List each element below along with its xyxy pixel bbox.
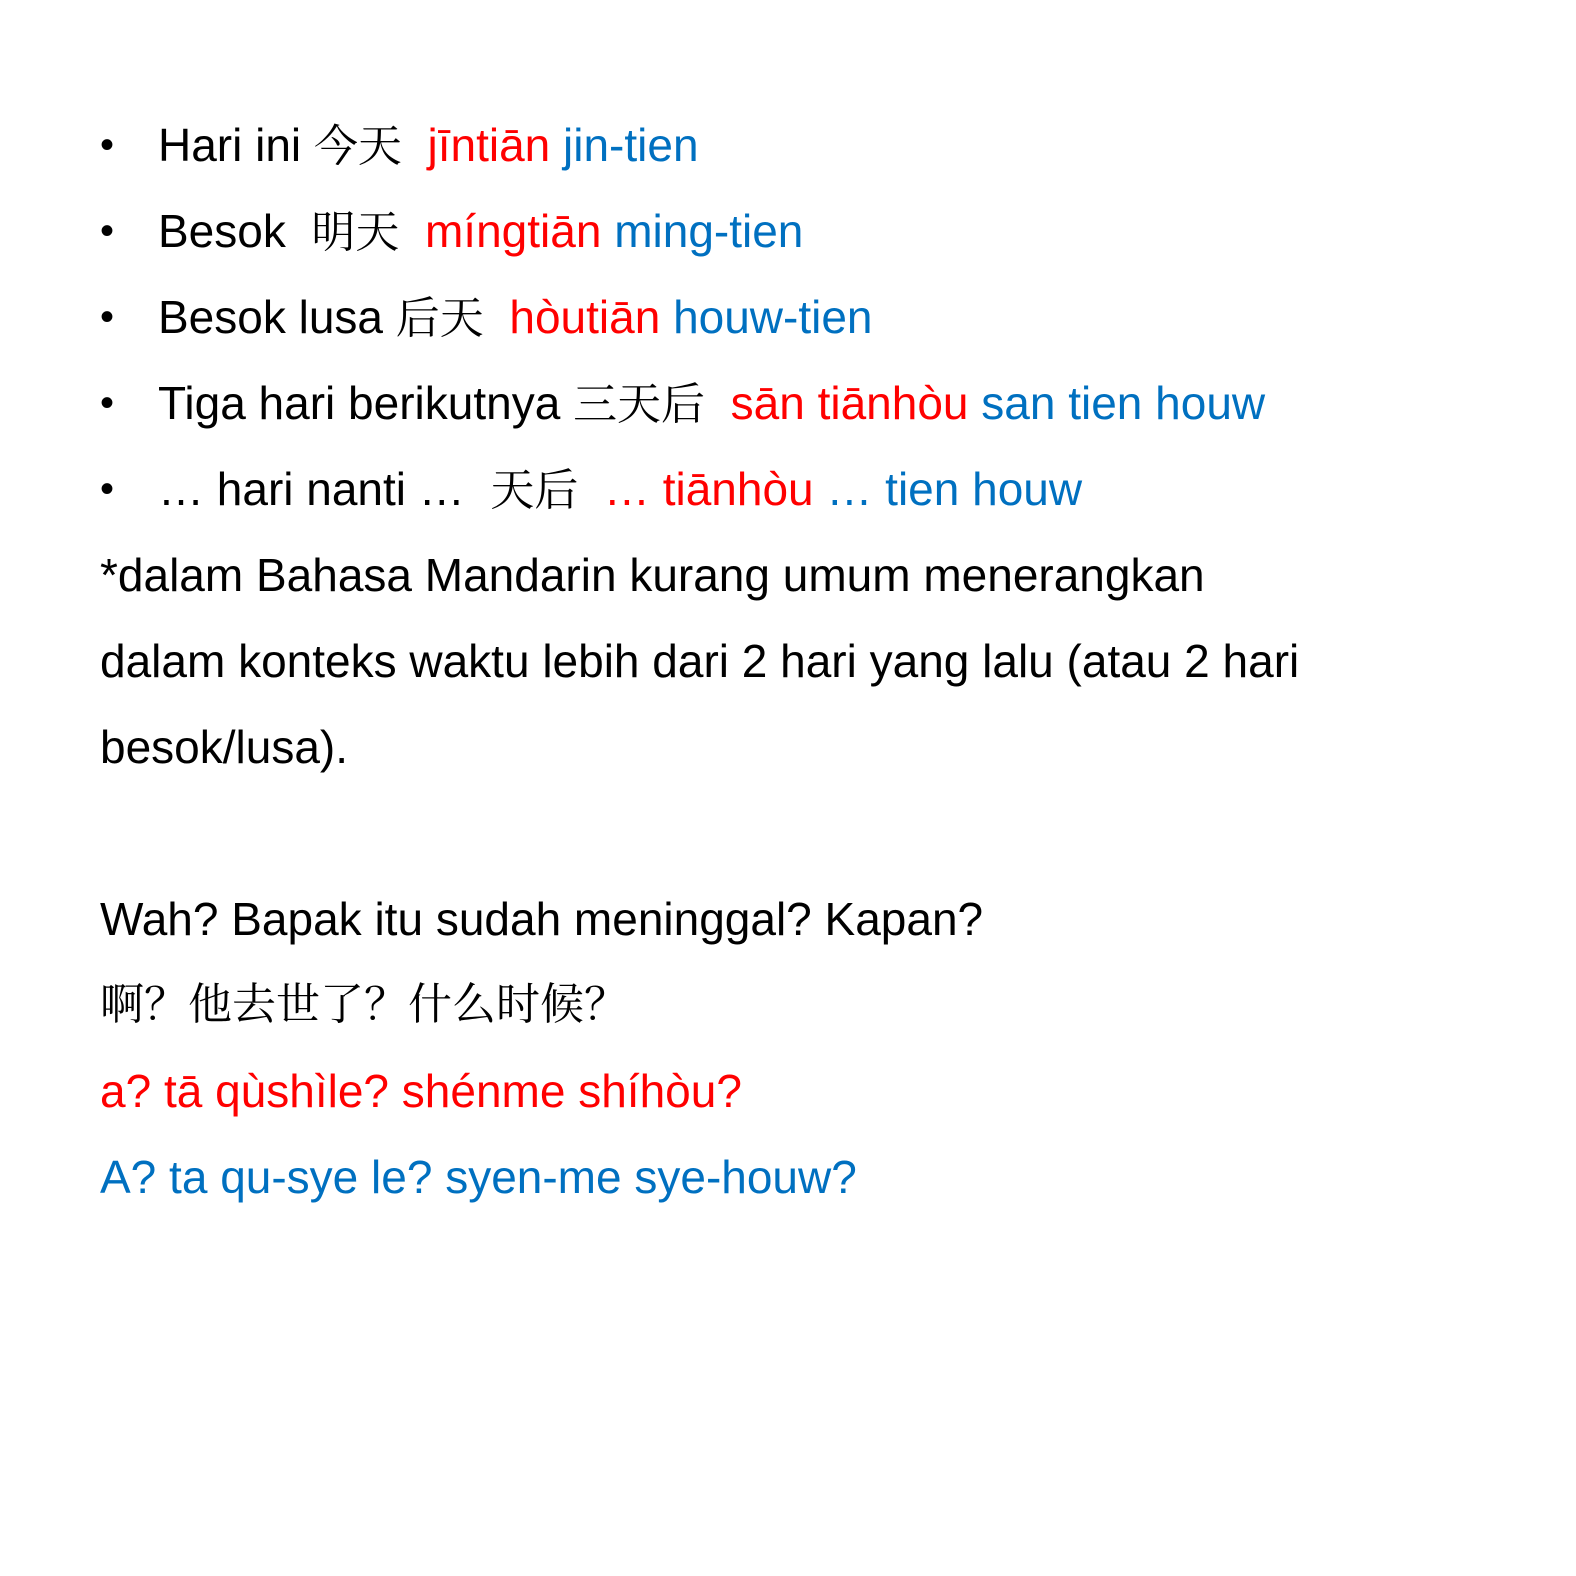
- dialog-hanzi: 啊？他去世了？什么时候？: [100, 979, 628, 1030]
- hanzi-term: 今天: [313, 121, 402, 172]
- bullet-icon: •: [100, 209, 115, 253]
- vocab-item-tomorrow: [100, 188, 1540, 274]
- phonetic-term: san tien houw: [981, 377, 1266, 429]
- example-dialog: [100, 876, 1500, 1220]
- hanzi-term: 三天后: [573, 379, 706, 430]
- pinyin-term: míngtiān: [424, 205, 602, 257]
- vocab-item-day-after-tomorrow: [100, 274, 1540, 360]
- indonesian-term: … hari nanti …: [158, 463, 465, 515]
- vocab-text: [158, 360, 1265, 448]
- phonetic-term: … tien houw: [826, 463, 1083, 515]
- dialog-pinyin: a? tā qùshìle? shénme shíhòu?: [100, 1065, 742, 1117]
- vocabulary-list: [100, 102, 1540, 532]
- indonesian-term: Besok: [158, 205, 286, 257]
- bullet-icon: •: [100, 467, 115, 511]
- pinyin-term: … tiānhòu: [603, 463, 814, 515]
- usage-note: [100, 532, 1500, 790]
- pinyin-term: jīntiān: [427, 119, 551, 171]
- vocab-text: [158, 188, 803, 276]
- bullet-icon: •: [100, 123, 115, 167]
- dialog-phonetic: A? ta qu-sye le? syen-me sye-houw?: [100, 1151, 857, 1203]
- vocab-text: [158, 446, 1082, 534]
- hanzi-term: 明天: [311, 207, 400, 258]
- vocab-item-days-later: [100, 446, 1540, 532]
- phonetic-term: jin-tien: [563, 119, 699, 171]
- vocab-item-three-days-later: [100, 360, 1540, 446]
- hanzi-term: 天后: [490, 465, 579, 516]
- bullet-icon: •: [100, 381, 115, 425]
- indonesian-term: Tiga hari berikutnya: [158, 377, 561, 429]
- hanzi-term: 后天: [395, 293, 484, 344]
- indonesian-term: Hari ini: [158, 119, 302, 171]
- usage-note-line: dalam konteks waktu lebih dari 2 hari yang lalu (atau 2 hari: [100, 635, 1300, 687]
- vocab-item-today: [100, 102, 1540, 188]
- phonetic-term: ming-tien: [614, 205, 804, 257]
- bullet-icon: •: [100, 295, 115, 339]
- pinyin-term: sān tiānhòu: [730, 377, 969, 429]
- pinyin-term: hòutiān: [509, 291, 661, 343]
- vocab-text: [158, 102, 699, 190]
- usage-note-line: besok/lusa).: [100, 721, 349, 773]
- phonetic-term: houw-tien: [673, 291, 873, 343]
- indonesian-term: Besok lusa: [158, 291, 384, 343]
- dialog-indonesian: Wah? Bapak itu sudah meninggal? Kapan?: [100, 893, 984, 945]
- vocab-text: [158, 274, 873, 362]
- usage-note-line: *dalam Bahasa Mandarin kurang umum menerangkan: [100, 549, 1205, 601]
